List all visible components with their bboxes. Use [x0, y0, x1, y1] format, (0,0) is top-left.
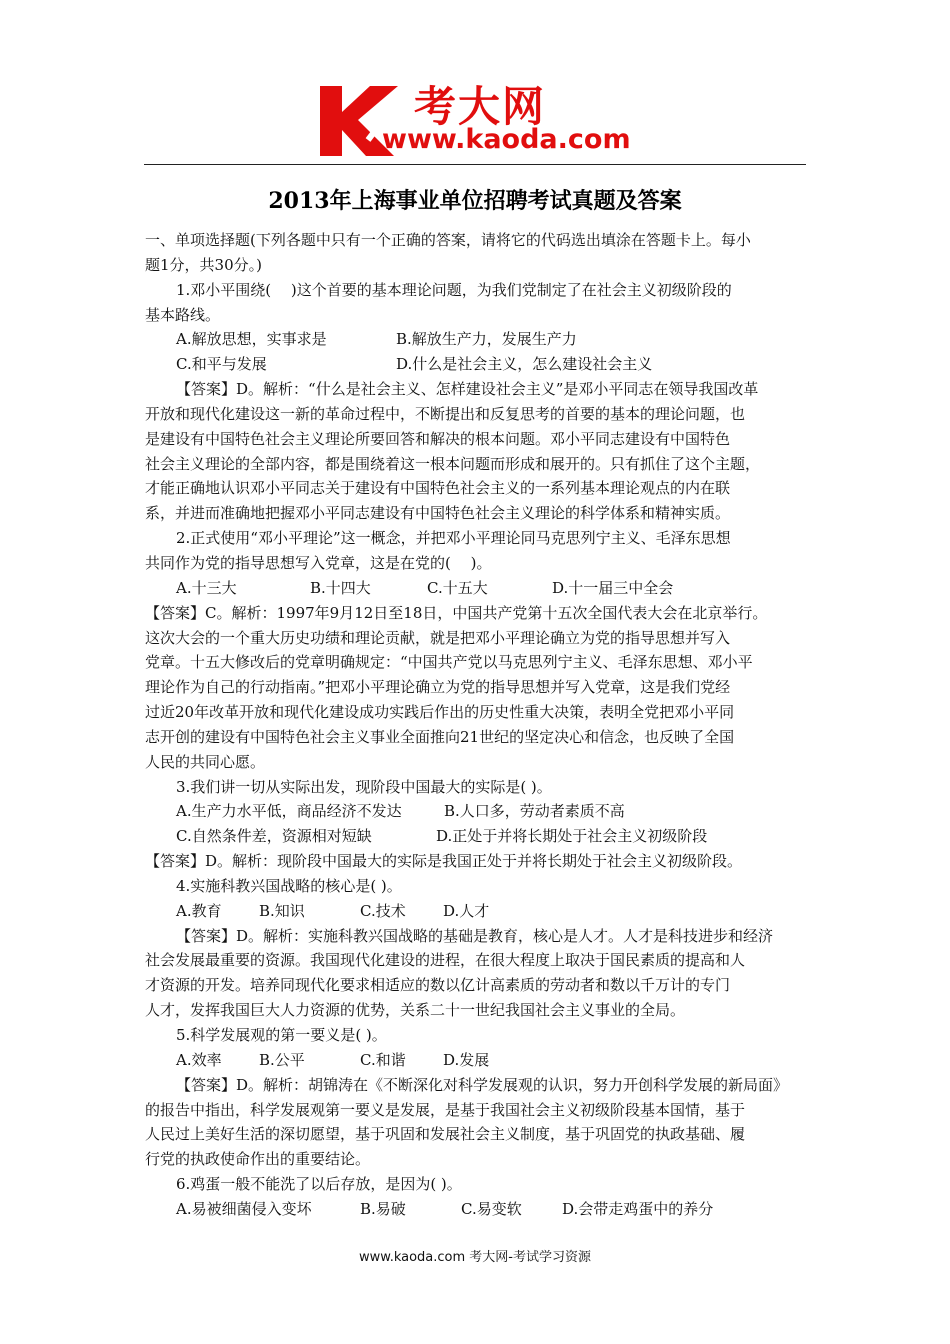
question-2: 2.正式使用“邓小平理论”这一概念，并把邓小平理论同马克思列宁主义、毛泽东思想	[176, 529, 731, 548]
question-4: 4.实施科教兴国战略的核心是( )。	[176, 876, 402, 895]
question-5: 5.科学发展观的第一要义是( )。	[176, 1026, 387, 1044]
option: D.会带走鸡蛋中的养分	[562, 1199, 714, 1218]
option: D.发展	[443, 1050, 490, 1069]
option: C.技术	[360, 901, 406, 920]
option: C.和平与发展	[176, 355, 267, 374]
options-row	[145, 576, 815, 601]
answer-1-cont: 开放和现代化建设这一新的革命过程中，不断提出和反复思考的首要的基本的理论问题，也	[145, 404, 746, 423]
answer-5-cont: 人民过上美好生活的深切愿望，基于巩固和发展社会主义制度，基于巩固党的执政基础、履	[145, 1125, 746, 1144]
answer-2-cont: 过近20年改革开放和现代化建设成功实践后作出的历史性重大决策，表明全党把邓小平同	[145, 703, 735, 722]
question-1: 1.邓小平围绕( )这个首要的基本理论问题，为我们党制定了在社会主义初级阶段的	[176, 280, 732, 299]
option: C.十五大	[427, 578, 488, 597]
options-row	[145, 352, 815, 377]
options-row	[145, 1197, 815, 1222]
answer-2-cont: 这次大会的一个重大历史功绩和理论贡献，就是把邓小平理论确立为党的指导思想并写入	[145, 628, 731, 647]
site-logo[interactable]	[318, 82, 648, 160]
document-title: 2013年上海事业单位招聘考试真题及答案	[268, 188, 682, 214]
section-heading-cont: 题1分，共30分。)	[145, 255, 262, 274]
options-row	[145, 327, 815, 352]
question-6: 6.鸡蛋一般不能洗了以后存放，是因为( )。	[176, 1175, 462, 1194]
answer-1-cont: 是建设有中国特色社会主义理论所要回答和解决的根本问题。邓小平同志建设有中国特色	[145, 429, 731, 448]
options-row	[145, 824, 815, 849]
question-1-cont: 基本路线。	[145, 305, 221, 324]
option: D.正处于并将长期处于社会主义初级阶段	[436, 827, 708, 846]
logo-chinese-name: 考大网	[414, 82, 547, 131]
answer-5-cont: 的报告中指出，科学发展观第一要义是发展，是基于我国社会主义初级阶段基本国情，基于	[145, 1100, 746, 1119]
answer-4-cont: 社会发展最重要的资源。我国现代化建设的进程，在很大程度上取决于国民素质的提高和人	[145, 951, 746, 970]
answer-5: 【答案】D。解析：胡锦涛在《不断深化对科学发展观的认识，努力开创科学发展的新局面》	[176, 1075, 789, 1094]
options-row	[145, 899, 815, 924]
option: D.人才	[443, 901, 490, 920]
option: C.易变软	[461, 1199, 522, 1218]
option: A.解放思想，实事求是	[176, 330, 327, 349]
option: A.十三大	[176, 578, 237, 597]
logo-url: www.kaoda.com	[382, 124, 631, 155]
answer-2-cont: 党章。十五大修改后的党章明确规定：“中国共产党以马克思列宁主义、毛泽东思想、邓小平	[145, 653, 753, 672]
section-heading: 一、单项选择题(下列各题中只有一个正确的答案，请将它的代码选出填涂在答题卡上。每小	[145, 231, 751, 249]
document-body	[145, 228, 815, 1222]
option: B.人口多，劳动者素质不高	[444, 802, 625, 821]
option: B.知识	[259, 901, 305, 920]
option: B.解放生产力，发展生产力	[396, 330, 577, 349]
answer-5-cont: 行党的执政使命作出的重要结论。	[145, 1150, 371, 1169]
question-3: 3.我们讲一切从实际出发，现阶段中国最大的实际是( )。	[176, 777, 552, 796]
answer-1-cont: 社会主义理论的全部内容，都是围绕着这一根本问题而形成和展开的。只有抓住了这个主题，	[145, 454, 761, 473]
answer-4-cont: 才资源的开发。培养同现代化要求相适应的数以亿计高素质的劳动者和数以千万计的专门	[145, 976, 731, 995]
option: A.易被细菌侵入变坏	[176, 1199, 312, 1218]
answer-4: 【答案】D。解析：实施科教兴国战略的基础是教育，核心是人才。人才是科技进步和经济	[176, 926, 774, 945]
answer-4-cont: 人才，发挥我国巨大人力资源的优势，关系二十一世纪我国社会主义事业的全局。	[145, 1001, 686, 1020]
answer-2: 【答案】C。解析：1997年9月12日至18日，中国共产党第十五次全国代表大会在北京举行。	[145, 603, 768, 622]
option: C.和谐	[360, 1050, 406, 1069]
answer-2-cont: 理论作为自己的行动指南。”把邓小平理论确立为党的指导思想并写入党章，这是我们党经	[145, 678, 731, 697]
answer-2-cont: 人民的共同心愿。	[145, 752, 266, 771]
options-row	[145, 1048, 815, 1073]
option: B.十四大	[310, 578, 371, 597]
answer-3: 【答案】D。解析：现阶段中国最大的实际是我国正处于并将长期处于社会主义初级阶段。	[145, 852, 743, 871]
options-row	[145, 799, 815, 824]
question-2-cont: 共同作为党的指导思想写入党章，这是在党的( )。	[145, 553, 492, 572]
answer-1-cont: 才能正确地认识邓小平同志关于建设有中国特色社会主义的一系列基本理论观点的内在联	[145, 479, 731, 498]
option: C.自然条件差，资源相对短缺	[176, 827, 372, 846]
option: A.效率	[176, 1050, 222, 1069]
answer-1-cont: 系，并进而准确地把握邓小平同志建设有中国特色社会主义理论的科学体系和精神实质。	[145, 504, 731, 523]
option: B.公平	[259, 1050, 305, 1069]
answer-2-cont: 志开创的建设有中国特色社会主义事业全面推向21世纪的坚定决心和信念，也反映了全国	[145, 727, 735, 746]
option: D.什么是社会主义，怎么建设社会主义	[396, 355, 653, 374]
option: D.十一届三中全会	[552, 578, 674, 597]
answer-1: 【答案】D。解析：“什么是社会主义、怎样建设社会主义”是邓小平同志在领导我国改革	[176, 380, 759, 399]
option: B.易破	[360, 1199, 406, 1218]
page-footer: www.kaoda.com 考大网-考试学习资源	[359, 1250, 591, 1265]
header-divider	[144, 164, 806, 165]
option: A.生产力水平低，商品经济不发达	[176, 802, 402, 821]
option: A.教育	[176, 901, 222, 920]
